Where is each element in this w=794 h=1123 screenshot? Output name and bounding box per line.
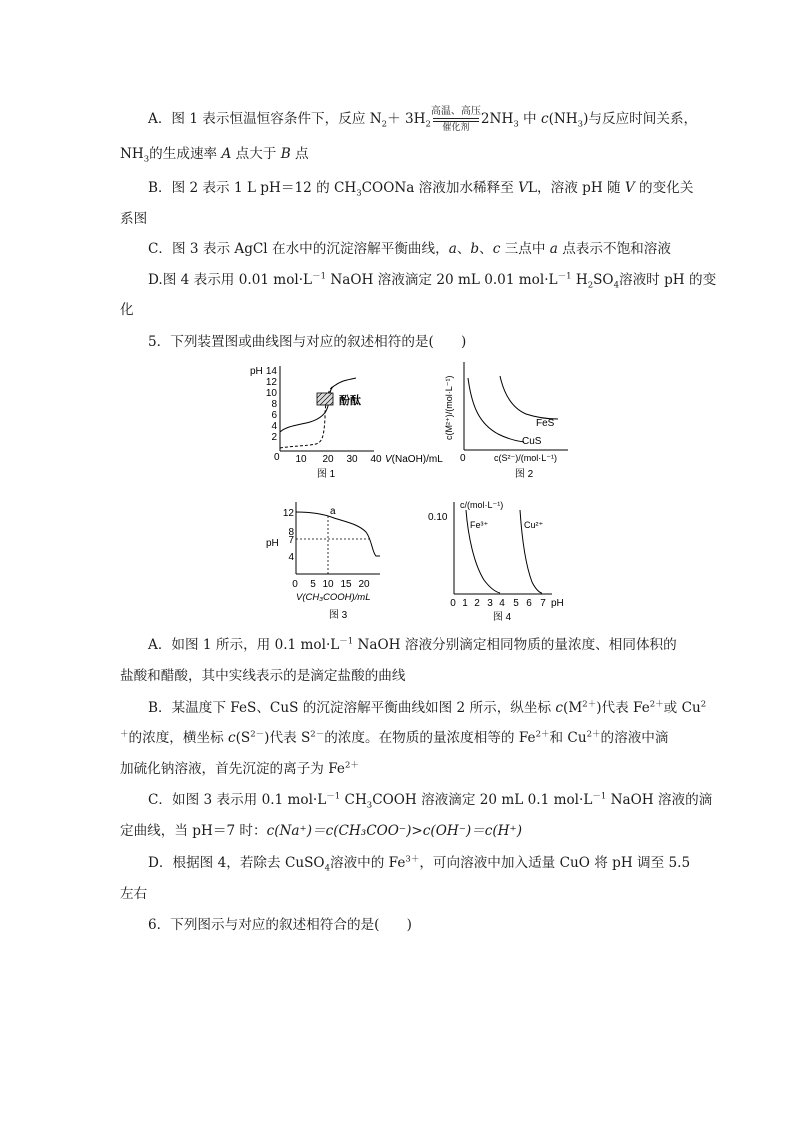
fig3-ytick: 12 (282, 508, 294, 519)
fig1-ytick: 4 (271, 421, 277, 432)
fig3-xtick: 20 (358, 579, 370, 590)
fig2-xlabel: c(S²⁻)/(mol·L⁻¹) (494, 453, 557, 463)
question-6: 6．下列图示与对应的叙述相符合的是( ) (148, 917, 412, 933)
fig4-ytick: 0.10 (428, 512, 448, 523)
figure-2 (440, 360, 580, 480)
fig3-ytick: 4 (288, 552, 294, 563)
answer-5b-line2: ＋的浓度，横坐标 $c(S^{2-})$代表 $S^{2-}$的浓度。在物质的量浓度相等的 $Fe^{2+}$和 $Cu^{2+}$的溶液中滴 (120, 729, 669, 746)
fig2-origin: 0 (460, 453, 466, 464)
fig4-caption: 图 4 (492, 612, 512, 623)
fig1-caption: 图 1 (316, 469, 336, 480)
option-d-line1: D.图 4 表示用 0.01 $mol\cdot L^{-1}$ NaOH 溶液滴定 20 mL 0.01 $mol\cdot L^{-1}$ $H_2SO_4$溶液时 pH 的变 (148, 271, 717, 291)
fig4-xtick: 3 (487, 598, 493, 609)
option-a-line2: $NH_3$的生成速率 A 点大于 B 点 (120, 146, 309, 165)
fig1-origin: 0 (274, 452, 280, 463)
question-5: 5．下列装置图或曲线图与对应的叙述相符的是( ) (148, 334, 467, 350)
fig4-xtick: 5 (513, 598, 519, 609)
fig3-point-a: a (330, 506, 336, 517)
answer-5d-line1: D．根据图 4，若除去 CuSO$_4$溶液中的 $Fe^{3+}$，可向溶液中加入适量 CuO 将 pH 调至 5.5 (148, 854, 691, 874)
option-c: C．图 3 表示 AgCl 在水中的沉淀溶解平衡曲线，a、b、c 三点中 a 点表示不饱和溶液 (148, 241, 671, 257)
fig2-cus-label: CuS (522, 436, 542, 447)
answer-5b-line1: B．某温度下 FeS、CuS 的沉淀溶解平衡曲线如图 2 所示，纵坐标 $c(M^{2+})$代表 $Fe^{2+}$或 Cu$^2$ (148, 699, 707, 716)
option-a-line1: A．图 1 表示恒温恒容条件下，反应 $N_2+ 3H_2$ 高温、高压 催化剂 $2NH_3$ 中 $c(NH_3)$与反应时间关系， (148, 105, 698, 133)
fig1-xlabel: V(NaOH)/mL (385, 454, 443, 465)
fig1-ytick: 2 (271, 432, 277, 443)
fig2-cus-curve (468, 378, 524, 442)
fig4-xlabel: pH (551, 598, 564, 609)
fig1-ytick: 10 (265, 388, 277, 399)
fig1-xticks (295, 454, 382, 465)
figure-3 (262, 498, 402, 624)
fig3-xtick: 10 (322, 579, 334, 590)
fig1-xtick: 30 (346, 454, 358, 465)
fig3-xtick: 5 (310, 579, 316, 590)
fig3-yticks (283, 508, 295, 563)
fig3-ytick: 7 (288, 535, 294, 546)
fig1-xtick: 20 (322, 454, 334, 465)
fig4-xtick: 1 (462, 598, 468, 609)
fig3-xtick: 0 (292, 579, 298, 590)
fig3-xtick: 15 (340, 579, 352, 590)
fig2-fes-label: FeS (536, 418, 555, 429)
answer-5c-line2: 定曲线，当 pH＝7 时：c(Na⁺)＝c(CH₃COO⁻)>c(OH⁻)＝c(H⁺) (120, 823, 523, 839)
fig2-fes-curve (500, 376, 558, 419)
fig1-ytick: 12 (265, 377, 277, 388)
fig1-indicator-label: 酚酞 (339, 395, 361, 407)
fig4-xtick: 4 (499, 598, 505, 609)
fig3-ylabel: pH (266, 538, 279, 549)
answer-5d-line2: 左右 (120, 886, 148, 902)
fig1-xtick: 40 (370, 454, 382, 465)
fig1-ytick: 6 (271, 410, 277, 421)
fig4-xtick: 7 (540, 598, 546, 609)
figure-4 (424, 496, 584, 624)
answer-5c-line1: C．如图 3 表示用 0.1 $mol\cdot L^{-1}$ $CH_3COOH$ 溶液滴定 20 mL 0.1 $mol\cdot L^{-1}$ NaOH 溶液的滴 (148, 791, 713, 811)
fig2-caption: 图 2 (514, 469, 534, 480)
fig3-curve (296, 512, 380, 556)
fig4-ylabel: c/(mol·L⁻¹) (460, 500, 504, 510)
fig4-fe-label: Fe³⁺ (470, 520, 489, 530)
fig1-yticks (266, 366, 278, 443)
fig4-xtick: 6 (526, 598, 532, 609)
answer-5a-line1: A．如图 1 所示，用 0.1 $mol\cdot L^{-1}$ NaOH 溶液分别滴定相同物质的量浓度、相同体积的 (148, 636, 677, 653)
option-b-line1: B．图 2 表示 1 L pH＝12 的 $CH_3COONa$ 溶液加水稀释至 VL，溶液 pH 随 V 的变化关 (148, 180, 694, 199)
fig1-ytick: 8 (271, 399, 277, 410)
fig3-caption: 图 3 (328, 610, 348, 621)
fig3-xlabel: V(CH₃COOH)/mL (296, 592, 371, 603)
reversible-arrow: 高温、高压 催化剂 (430, 105, 481, 133)
fig1-ylabel: pH (250, 366, 263, 377)
fig4-xticks (450, 598, 546, 609)
fig1-ytick: 14 (265, 366, 277, 377)
fig2-ylabel: c(M²⁺)/(mol·L⁻¹) (444, 375, 454, 440)
fig3-xticks (292, 579, 370, 590)
figure-1 (244, 362, 444, 480)
option-b-line2: 系图 (120, 211, 148, 227)
fig4-cu-label: Cu²⁺ (524, 520, 544, 530)
fig1-xtick: 10 (295, 454, 307, 465)
answer-5a-line2: 盐酸和醋酸，其中实线表示的是滴定盐酸的曲线 (120, 668, 406, 684)
fig3-ytick: 8 (288, 527, 294, 538)
option-d-line2: 化 (120, 302, 134, 318)
fig4-xtick: 2 (474, 598, 480, 609)
answer-5b-line3: 加硫化钠溶液，首先沉淀的离子为 $Fe^{2+}$ (120, 760, 359, 777)
fig4-xtick: 0 (450, 598, 456, 609)
